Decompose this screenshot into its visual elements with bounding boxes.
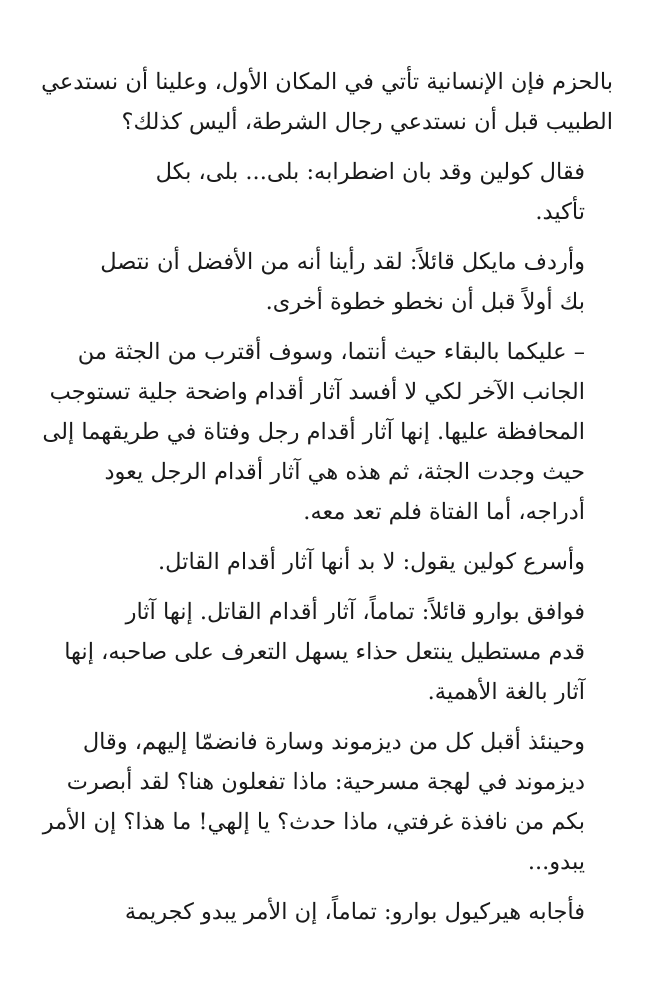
paragraph-4 [38,332,613,532]
paragraph-3 [38,242,613,322]
text-line: بك أولاً قبل أن نخطو خطوة أخرى. [265,289,585,315]
paragraph-8 [38,892,613,932]
text-line: الطبيب قبل أن نستدعي رجال الشرطة، أليس كذلك؟ [121,109,613,135]
text-line: يبدو... [527,849,585,875]
paragraph-5 [38,542,613,582]
text-line: أدراجه، أما الفتاة فلم تعد معه. [303,499,585,525]
text-line: بكم من نافذة غرفتي، ماذا حدث؟ يا إلهي! ما هذا؟ إن الأمر [42,809,585,835]
paragraph-2 [38,152,613,232]
text-line: بالحزم فإن الإنسانية تأتي في المكان الأول، وعلينا أن نستدعي [41,69,613,95]
text-line: – عليكما بالبقاء حيث أنتما، وسوف أقترب من الجثة من [77,339,585,365]
text-line: قدم مستطيل ينتعل حذاء يسهل التعرف على صاحبه، إنها [64,639,585,665]
paragraph-6 [38,592,613,712]
text-line: الجانب الآخر لكي لا أفسد آثار أقدام واضحة جلية تستوجب [49,379,585,405]
text-line: آثار بالغة الأهمية. [427,679,585,705]
text-line: ديزموند في لهجة مسرحية: ماذا تفعلون هنا؟ لقد أبصرت [66,769,585,795]
text-line: وحينئذ أقبل كل من ديزموند وسارة فانضمّا إليهم، وقال [82,729,585,755]
text-line: تأكيد. [535,199,585,225]
text-line: المحافظة عليها. إنها آثار أقدام رجل وفتاة في طريقهما إلى [42,419,585,445]
text-line: وأسرع كولين يقول: لا بد أنها آثار أقدام القاتل. [157,549,585,575]
text-line: فقال كولين وقد بان اضطرابه: بلى... بلى، بكل [155,159,585,185]
paragraph-1 [38,62,613,142]
paragraph-7 [38,722,613,882]
text-line: فوافق بوارو قائلاً: تماماً، آثار أقدام القاتل. إنها آثار [125,599,585,625]
text-line: وأردف مايكل قائلاً: لقد رأينا أنه من الأفضل أن نتصل [100,249,585,275]
text-line: حيث وجدت الجثة، ثم هذه هي آثار أقدام الرجل يعود [104,459,585,485]
text-line: فأجابه هيركيول بوارو: تماماً، إن الأمر يبدو كجريمة [124,899,585,925]
